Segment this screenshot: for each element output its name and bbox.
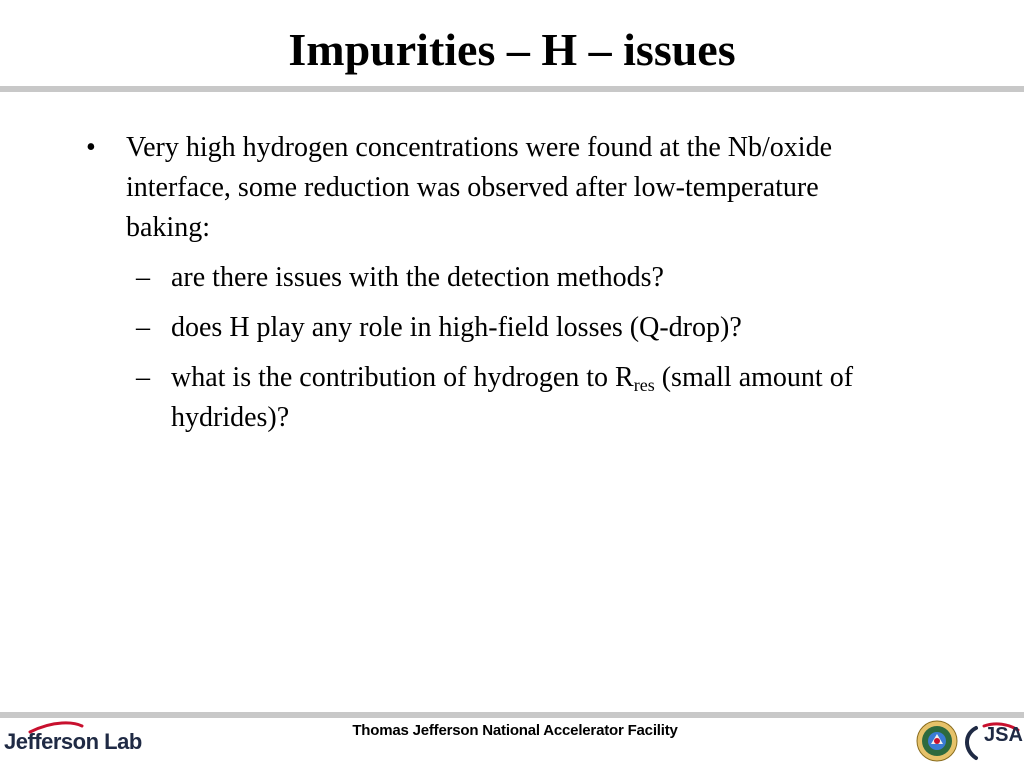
doe-seal-icon xyxy=(916,720,958,762)
jsa-logo: JSA xyxy=(984,724,1023,746)
dash-marker: – xyxy=(136,262,150,293)
sub-point-3-text xyxy=(171,358,891,438)
slide-title: Impurities – H – issues xyxy=(288,24,736,75)
bullet-marker: • xyxy=(86,132,96,163)
sub-point-3-after: (small amount of hydrides)? xyxy=(171,362,854,433)
sub-point-3-before: what is the contribution of hydrogen to R xyxy=(171,362,634,393)
rres-subscript: res xyxy=(633,375,655,395)
dash-marker: – xyxy=(136,312,150,343)
title-divider xyxy=(0,86,1024,92)
main-bullet-text: Very high hydrogen concentrations were found at the Nb/oxide interface, some reduction was observed after low-temperature baking: xyxy=(126,132,833,243)
footer-facility-name: Thomas Jefferson National Accelerator Facility xyxy=(352,722,678,739)
dash-marker: – xyxy=(136,362,150,393)
sub-point-2-text: does H play any role in high-field losses (Q-drop)? xyxy=(171,312,742,343)
jefferson-lab-logo: Jefferson Lab xyxy=(4,729,142,754)
sub-point-1-text: are there issues with the detection methods? xyxy=(171,262,664,293)
